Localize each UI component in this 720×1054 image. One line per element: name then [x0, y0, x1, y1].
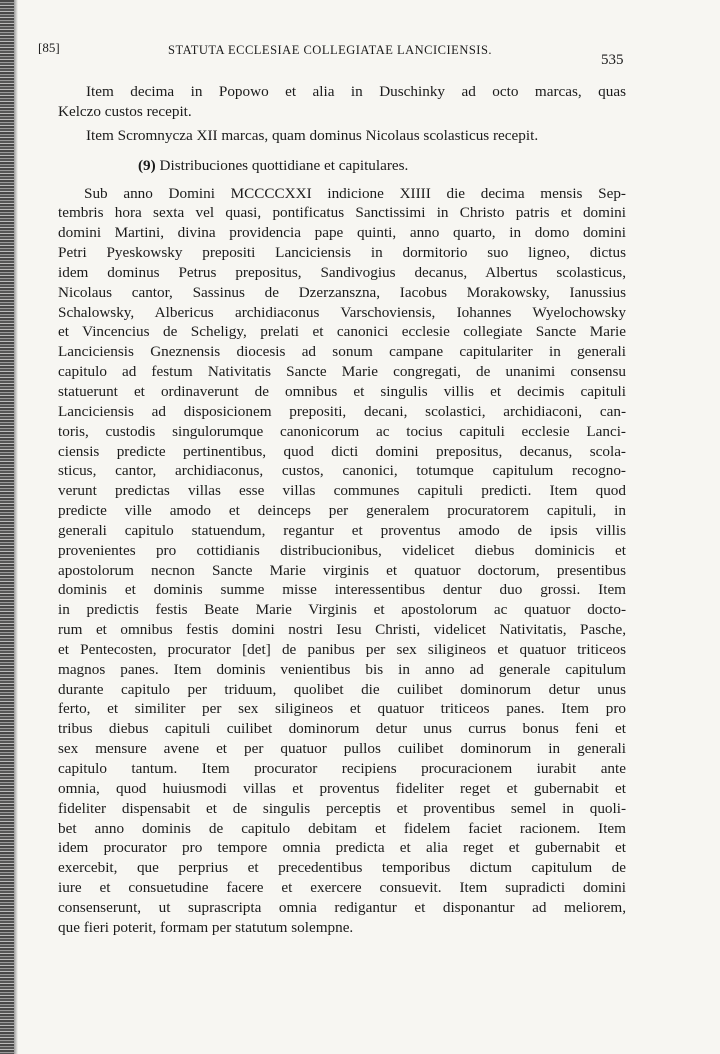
text-line: ferto, et similiter per sex siligineos et quatuor triticeos panes. Item pro	[58, 700, 626, 718]
text-line: omnia, quod huiusmodi villas et proventus fideliter reget et gubernabit et	[58, 779, 626, 797]
text-line: generali capitulo statuendum, regantur et proventus amodo de ipsis villis	[58, 521, 626, 539]
text-line: magnos panes. Item dominis venientibus bis in anno ad generale capitulum	[58, 660, 626, 678]
book-binding-edge	[0, 0, 14, 1054]
text-line: ciensis predicte pertinentibus, quod dicti domini prepositus, decanus, scola-	[58, 442, 626, 460]
text-line: rum et omnibus festis domini nostri Iesu Christi, videlicet Nativitatis, Pasche,	[58, 621, 626, 639]
text-line: sex mensure avene et per quatuor pullos cuilibet dominorum in generali	[58, 740, 626, 758]
text-line: fideliter dispensabit et de singulis perceptis et proventibus semel in quoli-	[58, 799, 626, 817]
text-line: et Vincencius de Scheligy, prelati et canonici ecclesie collegiate Sancte Marie	[58, 323, 626, 341]
text-line: Lanciciensis ad disposicionem prepositi, decani, scolastici, archidiaconi, can-	[58, 402, 626, 420]
text-line: Item Scromnycza XII marcas, quam dominus Nicolaus scolasticus recepit.	[86, 126, 539, 144]
text-line: toris, custodis singulorumque canonicorum ac tocius capituli ecclesie Lanci-	[58, 422, 626, 440]
text-line: provenientes pro cottidianis distribucionibus, videlicet diebus dominicis et	[58, 541, 626, 559]
text-line: durante capitulo per triduum, quolibet die cuilibet dominorum detur unus	[58, 680, 626, 698]
text-line: idem procurator pro tempore omnia predicta et alia reget et gubernabit et	[58, 839, 626, 857]
statute-paragraph	[58, 184, 626, 938]
section-heading	[58, 156, 626, 176]
text-line: et Pentecosten, procurator [det] de panibus per sex siligineos et quatuor triticeos	[58, 640, 626, 658]
page-number: 535	[601, 52, 624, 68]
text-line: exercebit, que perprius et precedentibus temporibus dictum capitulum de	[58, 859, 626, 877]
section-number: (9)	[138, 156, 156, 174]
running-title: STATUTA ECCLESIAE COLLEGIATAE LANCICIENSIS.	[168, 43, 493, 57]
text-line: Kelczo custos recepit.	[58, 102, 192, 120]
text-line: capitulo ad festum Nativitatis Sancte Marie congregati, de unanimi consensu	[58, 363, 626, 381]
text-line: Sub anno Domini MCCCCXXI indicione XIIII die decima mensis Sep-	[84, 184, 626, 202]
text-line: Lanciciensis Gneznensis diocesis ad sonum campane capitulariter in generali	[58, 343, 626, 361]
text-line: Item decima in Popowo et alia in Duschinky ad octo marcas, quas	[86, 83, 626, 100]
section-title: Distribuciones quottidiane et capitulares.	[159, 156, 409, 174]
page-body	[58, 82, 626, 938]
text-line: apostolorum necnon Sancte Marie virginis et quatuor doctorum, presentibus	[58, 561, 626, 579]
text-line: capitulo tantum. Item procurator recipiens procuracionem iurabit ante	[58, 760, 626, 777]
text-line: sticus, cantor, archidiaconus, custos, canonici, totumque capitulum recogno-	[58, 462, 626, 480]
text-line: Petri Pyeskowsky prepositi Lanciciensis in dormitorio suo ligneo, dictus	[58, 244, 626, 262]
text-line: Nicolaus cantor, Sassinus de Dzerzanszna, Iacobus Morakowsky, Ianussius	[58, 283, 626, 301]
page-header	[0, 0, 720, 80]
entry-popowo	[58, 82, 626, 122]
text-line: dominis et dominis summe misse interessentibus dentur duo grossi. Item	[58, 581, 626, 599]
entry-scromnycza	[58, 126, 626, 146]
text-line: statuerunt et ordinaverunt de omnibus et singulis villis et decimis capituli	[58, 382, 626, 400]
document-number: [85]	[38, 40, 60, 55]
text-line: tribus diebus capituli cuilibet dominorum detur unus currus bonus feni et	[58, 720, 626, 738]
text-line: in predictis festis Beate Marie Virginis et apostolorum ac quatuor docto-	[58, 601, 626, 619]
text-line: consenserunt, ut suprascripta omnia redigantur et disponantur ad meliorem,	[58, 898, 626, 916]
binding-shadow	[14, 0, 18, 1054]
text-line: Schalowsky, Albericus archidiaconus Varschoviensis, Iohannes Wyelochowsky	[58, 303, 626, 321]
text-line: verunt predictas villas esse villas communes capituli predicti. Item quod	[58, 482, 626, 500]
text-line: idem dominus Petrus prepositus, Sandivogius decanus, Albertus scolasticus,	[58, 263, 626, 281]
text-line: tembris hora sexta vel quasi, pontificatus Sanctissimi in Christo patris et domini	[58, 204, 626, 222]
text-line: que fieri poterit, formam per statutum solempne.	[58, 918, 354, 936]
text-line: iure et consuetudine facere et exercere consuevit. Item supradicti domini	[58, 879, 626, 897]
text-line: bet anno dominis de capitulo debitam et fidelem faciet racionem. Item	[58, 819, 626, 837]
text-line: predicte ville amodo et deinceps per generalem procuratorem capituli, in	[58, 502, 626, 520]
text-line: domini Martini, divina providencia pape quinti, anno quarto, in domo domini	[58, 224, 626, 242]
